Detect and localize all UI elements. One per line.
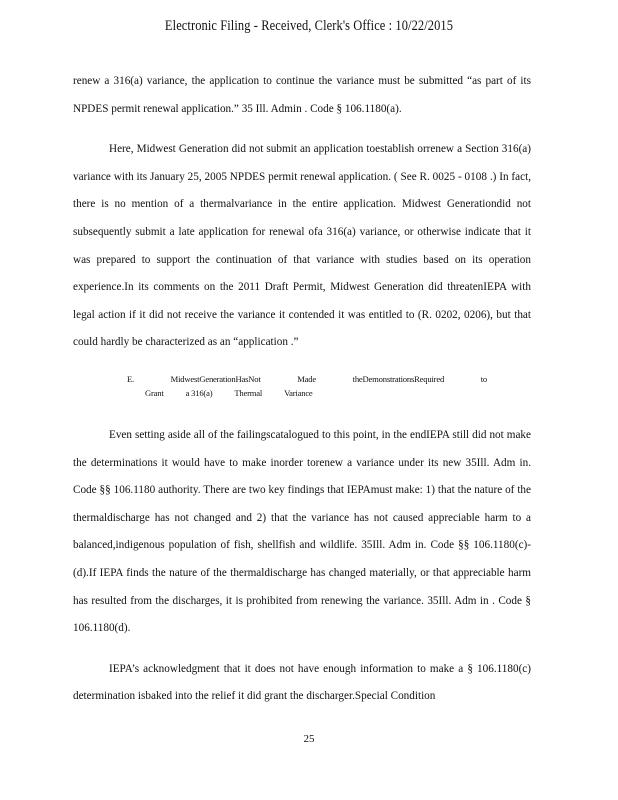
heading-part-a: MidwestGenerationHasNot	[170, 374, 261, 384]
paragraph-continuation: renew a 316(a) variance, the application to continue the variance must be submitted “as part of its NPDES permit renewal application.” 35 Ill. Admin . Code § 106.1180(a).	[73, 75, 531, 115]
heading-part-d: to	[480, 374, 487, 384]
heading-letter: E.	[127, 374, 134, 384]
heading-line2-c: Thermal	[234, 388, 263, 398]
heading-line2-d: Variance	[284, 388, 313, 398]
body-text-bottom	[73, 422, 531, 711]
paragraph-iepa-acknowledgment: IEPA’s acknowledgment that it does not have enough information to make a § 106.1180(c) determination isbaked into the relief it did grant the discharger.Special Condition	[73, 662, 531, 703]
section-heading-e	[127, 372, 487, 400]
page-number: 25	[303, 733, 315, 745]
paragraph-even-setting-aside: Even setting aside all of the failingscatalogued to this point, in the endIEPA still did not make the determinations it would have to make inorder torenew a variance under its new 35Ill. Adm in. Code §§ 106.1180 authority. There are two key findings that IEPAmust make: 1) that the nature of the thermaldischarge has not changed and 2) that the variance has not caused appreciable harm to a balanced,indigenous population of fish, shellfish and wildlife. 35Ill. Adm in. Code §§ 106.1180(c)-(d).If IEPA finds the nature of the thermaldischarge has changed materially, or that appreciable harm has resulted from the discharges, it is prohibited from renewing the variance. 35Ill. Adm in . Code § 106.1180(d).	[73, 429, 531, 635]
heading-part-c: theDemonstrationsRequired	[352, 374, 445, 384]
heading-line2-a: Grant	[145, 388, 164, 398]
body-text-top	[73, 68, 531, 357]
heading-line2-b: a 316(a)	[185, 388, 213, 398]
heading-part-b: Made	[297, 374, 316, 384]
filing-header: Electronic Filing - Received, Clerk's Office : 10/22/2015	[164, 18, 454, 34]
paragraph-here-midwest: Here, Midwest Generation did not submit an application toestablish orrenew a Section 316(a) variance with its January 25, 2005 NPDES permit renewal application. ( See R. 0025 - 0108 .) In fact, there is no mention of a thermalvariance in the entire application. Midwest Generationdid not subsequently submit a late application for renewal ofa 316(a) variance, or otherwise indicate that it was prepared to support the continuation of that variance with studies based on its operation experience.In its comments on the 2011 Draft Permit, Midwest Generation did threatenIEPA with legal action if it did not receive the variance it contended it was entitled to (R. 0202, 0206), but that could hardly be characterized as an “application .”	[73, 143, 531, 349]
